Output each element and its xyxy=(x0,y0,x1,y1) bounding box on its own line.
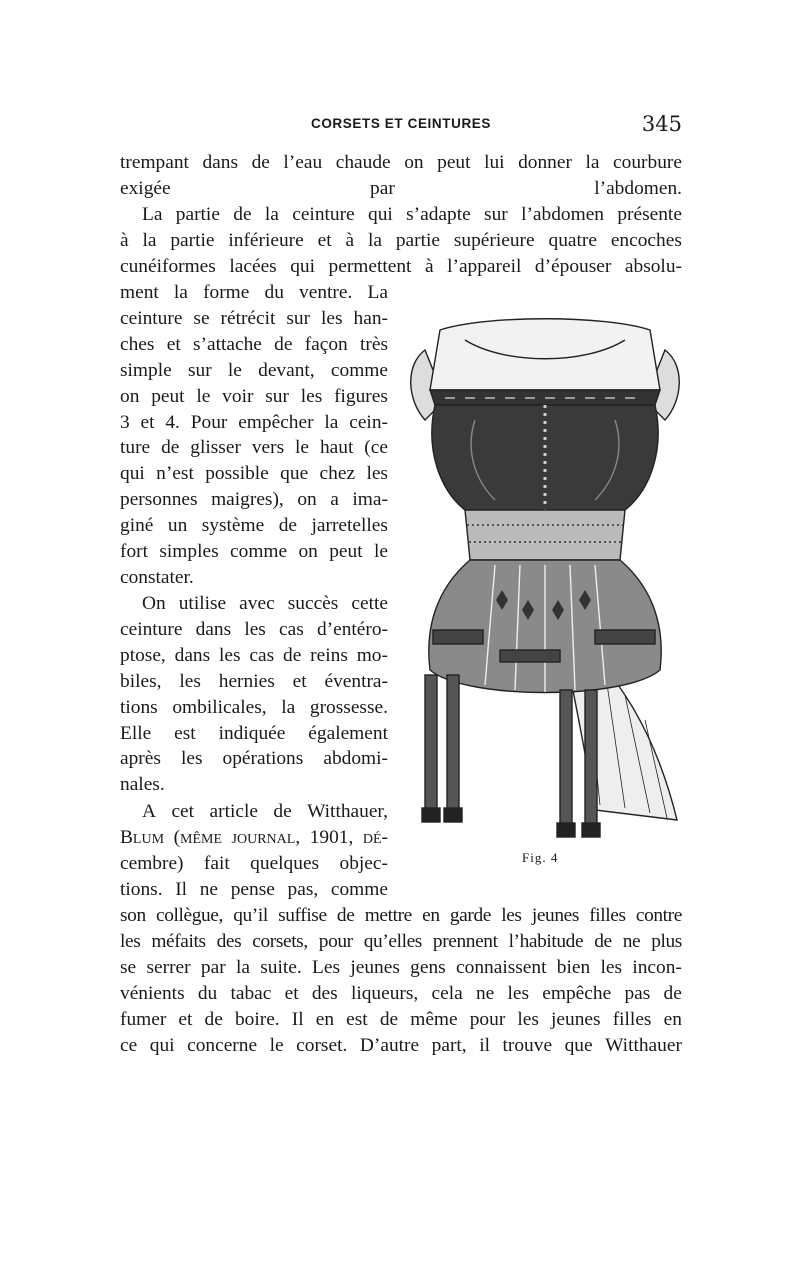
text-line: nales. xyxy=(120,774,165,796)
text-line: ceinture dans les cas d’entéro- xyxy=(120,618,388,640)
text-line: biles, les hernies et éventra- xyxy=(120,670,388,692)
text-line: trempant dans de l’eau chaude on peut lui donner la courbure xyxy=(120,152,682,173)
text-line: se serrer par la suite. Les jeunes gens connaissent bien les incon- xyxy=(120,956,682,978)
text-line: Blum (même journal, 1901, dé- xyxy=(120,826,388,848)
text-line: fumer et de boire. Il en est de même pour les jeunes filles en xyxy=(120,1008,682,1030)
text-line: vénients du tabac et des liqueurs, cela ne les empêche pas de xyxy=(120,982,682,1004)
text-line: ptose, dans les cas de reins mo- xyxy=(120,644,388,666)
paragraph-4-narrow xyxy=(120,799,388,903)
page-number: 345 xyxy=(641,112,682,136)
text-line: personnes maigres), on a ima- xyxy=(120,489,388,511)
text-line: giné un système de jarretelles xyxy=(120,515,388,537)
paragraph-4-full xyxy=(120,903,682,1058)
text-line: constater. xyxy=(120,566,194,588)
paragraph-2-full xyxy=(120,202,682,280)
running-title: CORSETS ET CEINTURES xyxy=(310,116,492,131)
page-header xyxy=(120,112,682,140)
text-line: cembre) fait quelques objec- xyxy=(120,852,388,874)
text-line: La partie de la ceinture qui s’adapte sur l’abdomen présente xyxy=(142,204,682,225)
text-line: cunéiformes lacées qui permettent à l’appareil d’épouser absolu- xyxy=(120,255,682,277)
text-line: tions ombilicales, la grossesse. xyxy=(120,696,388,718)
paragraph-1 xyxy=(120,150,682,202)
paragraph-2-narrow xyxy=(120,280,388,591)
paragraph-3 xyxy=(120,591,388,798)
text-line: ceinture se rétrécit sur les han- xyxy=(120,307,388,329)
figure-caption: Fig. 4 xyxy=(522,850,559,865)
corset-illustration xyxy=(405,310,685,850)
text-line: ce qui concerne le corset. D’autre part, il trouve que Witthauer xyxy=(120,1034,682,1056)
text-line: Elle est indiquée également xyxy=(120,722,388,744)
text-line: son collègue, qu’il suffise de mettre en garde les jeunes filles contre xyxy=(120,905,682,926)
text-line: les méfaits des corsets, pour qu’elles prennent l’habitude de ne plus xyxy=(120,930,682,952)
text-line: ture de glisser vers le haut (ce xyxy=(120,437,388,459)
text-line: ment la forme du ventre. La xyxy=(120,282,388,303)
text-line: ches et s’attache de façon très xyxy=(120,333,388,355)
text-line: on peut le voir sur les figures xyxy=(120,385,388,407)
text-line: à la partie inférieure et à la partie supérieure quatre encoches xyxy=(120,229,682,251)
text-line: 3 et 4. Pour empêcher la cein- xyxy=(120,411,388,433)
text-line: On utilise avec succès cette xyxy=(142,593,388,614)
text-line: simple sur le devant, comme xyxy=(120,359,388,381)
text-line: tions. Il ne pense pas, comme xyxy=(120,878,388,900)
text-line: exigée par l’abdomen. xyxy=(120,177,682,199)
text-line: qui n’est possible que chez les xyxy=(120,463,388,485)
text-line: A cet article de Witthauer, xyxy=(142,801,388,822)
text-line: après les opérations abdomi- xyxy=(120,748,388,770)
text-line: fort simples comme on peut le xyxy=(120,541,388,563)
